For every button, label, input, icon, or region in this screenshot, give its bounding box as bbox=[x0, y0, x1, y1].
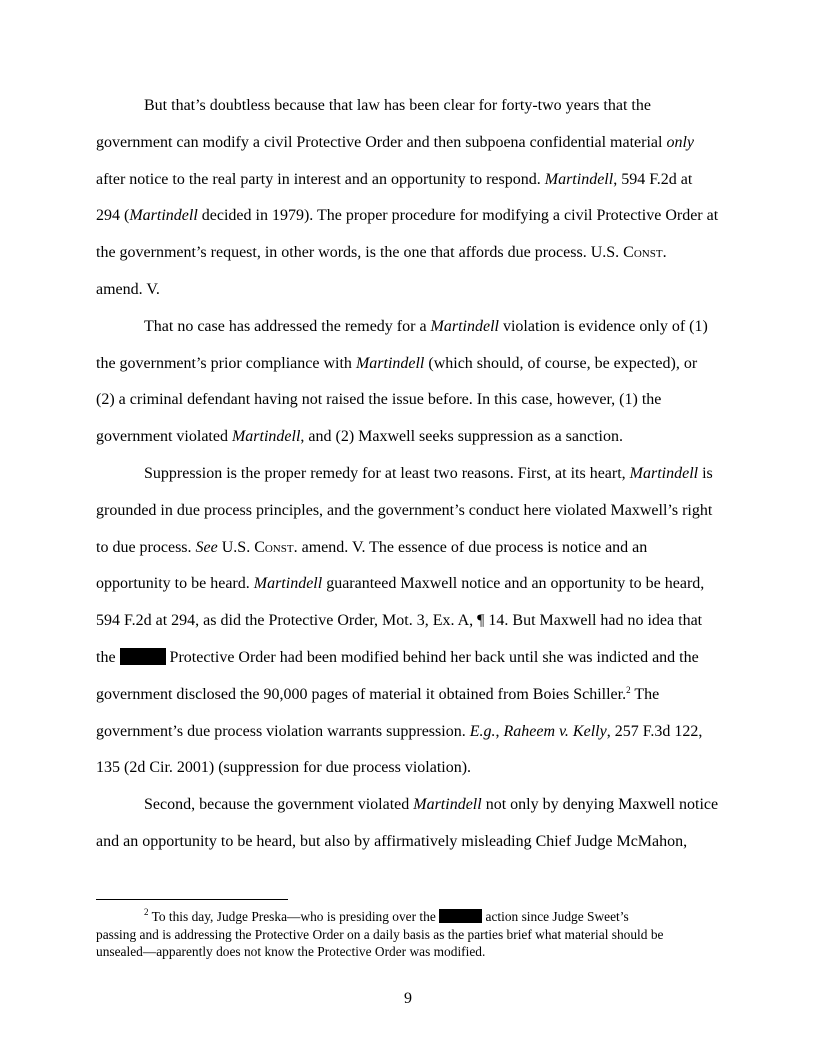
text: after notice to the real party in interest and an opportunity to respond. bbox=[96, 171, 545, 188]
case-name: Martindell bbox=[231, 428, 301, 445]
text: 594 F.2d at 294, as did the Protective Order, Mot. 3, Ex. A, ¶ 14. But Maxwell had no idea that bbox=[96, 612, 703, 629]
text: the government’s request, in other words, is the one that affords due process. U.S. bbox=[96, 244, 624, 261]
text: grounded in due process principles, and the government’s conduct here violated Maxwell’s right bbox=[96, 502, 713, 519]
case-name: Martindell bbox=[129, 207, 198, 224]
p1-line-1 bbox=[144, 96, 651, 116]
p1-line-4 bbox=[96, 206, 718, 226]
redaction-box bbox=[120, 648, 166, 665]
text: Suppression is the proper remedy for at least two reasons. First, at its heart, bbox=[144, 465, 630, 482]
p3-line-7 bbox=[96, 685, 659, 705]
text: guaranteed Maxwell notice and an opportunity to be heard, bbox=[322, 575, 705, 592]
text: amend. V. bbox=[96, 281, 160, 298]
p2-line-1 bbox=[144, 317, 708, 337]
text: action since Judge Sweet’s bbox=[482, 909, 629, 924]
p3-line-9 bbox=[96, 758, 471, 778]
italic-emphasis: only bbox=[666, 134, 695, 151]
footnote-line-3 bbox=[96, 944, 726, 960]
redaction-box bbox=[439, 909, 482, 923]
footnote-divider bbox=[96, 899, 288, 900]
text: U.S. bbox=[217, 539, 255, 556]
text: government’s due process violation warrants suppression. bbox=[96, 723, 470, 740]
text: , and (2) Maxwell seeks suppression as a sanction. bbox=[300, 428, 623, 445]
text: , bbox=[495, 723, 504, 740]
case-name: Raheem v. Kelly bbox=[503, 723, 607, 740]
text: (which should, of course, be expected), or bbox=[424, 355, 698, 372]
case-name: Martindell bbox=[544, 171, 614, 188]
p4-line-2 bbox=[96, 832, 687, 852]
text: (2) a criminal defendant having not raised the issue before. In this case, however, (1) the bbox=[96, 391, 662, 408]
p1-line-6 bbox=[96, 280, 160, 300]
text: the government’s prior compliance with bbox=[96, 355, 356, 372]
case-name: Martindell bbox=[629, 465, 699, 482]
case-name: Martindell bbox=[253, 575, 323, 592]
text: not only by denying Maxwell notice bbox=[481, 796, 719, 813]
text: Protective Order had been modified behind her back until she was indicted and the bbox=[165, 649, 699, 666]
footnote-ref[interactable]: 2 bbox=[626, 685, 631, 695]
text: violation is evidence only of (1) bbox=[498, 318, 708, 335]
text: That no case has addressed the remedy for a bbox=[144, 318, 431, 335]
text: To this day, Judge Preska—who is presiding over the bbox=[148, 909, 440, 924]
p2-line-4 bbox=[96, 427, 623, 447]
text: . amend. V. The essence of due process is notice and an bbox=[293, 539, 648, 556]
page-number: 9 bbox=[404, 990, 412, 1007]
text: Second, because the government violated bbox=[144, 796, 414, 813]
p3-line-2 bbox=[96, 501, 712, 521]
p1-line-5 bbox=[96, 243, 667, 263]
text: 294 ( bbox=[96, 207, 130, 224]
text: passing and is addressing the Protective Order on a daily basis as the parties brief what material should be bbox=[96, 927, 664, 942]
p1-line-2 bbox=[96, 133, 694, 153]
footnote-line-2 bbox=[96, 927, 726, 943]
case-name: Martindell bbox=[413, 796, 482, 813]
signal-word: See bbox=[195, 539, 218, 556]
footnote-line-1 bbox=[96, 909, 726, 925]
case-name: Martindell bbox=[355, 355, 425, 372]
signal-word: E.g. bbox=[469, 723, 496, 740]
p2-line-2 bbox=[96, 354, 697, 374]
text: , 257 F.3d 122, bbox=[606, 723, 703, 740]
small-caps-text: Const bbox=[623, 244, 663, 261]
text: government violated bbox=[96, 428, 232, 445]
p3-line-1 bbox=[144, 464, 713, 484]
text: is bbox=[698, 465, 713, 482]
p3-line-8 bbox=[96, 722, 702, 742]
text: and an opportunity to be heard, but also by affirmatively misleading Chief Judge McMahon, bbox=[96, 833, 688, 850]
footnote-number: 2 bbox=[144, 907, 149, 917]
text: government can modify a civil Protective Order and then subpoena confidential material bbox=[96, 134, 667, 151]
small-caps-text: Const bbox=[254, 539, 294, 556]
p3-line-3 bbox=[96, 538, 647, 558]
text: decided in 1979). The proper procedure for modifying a civil Protective Order at bbox=[197, 207, 719, 224]
text: the bbox=[96, 649, 120, 666]
p4-line-1 bbox=[144, 795, 718, 815]
text: unsealed—apparently does not know the Protective Order was modified. bbox=[96, 944, 486, 959]
text: government disclosed the 90,000 pages of material it obtained from Boies Schiller. bbox=[96, 686, 627, 703]
text: . bbox=[662, 244, 667, 261]
text: The bbox=[630, 686, 660, 703]
p3-line-4 bbox=[96, 574, 704, 594]
p3-line-6 bbox=[96, 648, 699, 668]
p3-line-5 bbox=[96, 611, 702, 631]
text: 135 (2d Cir. 2001) (suppression for due process violation). bbox=[96, 759, 472, 776]
text: to due process. bbox=[96, 539, 196, 556]
p2-line-3 bbox=[96, 390, 661, 410]
case-name: Martindell bbox=[430, 318, 499, 335]
p1-line-3 bbox=[96, 170, 692, 190]
text: , 594 F.2d at bbox=[613, 171, 693, 188]
text: opportunity to be heard. bbox=[96, 575, 254, 592]
text: But that’s doubtless because that law has been clear for forty-two years that the bbox=[144, 97, 651, 114]
